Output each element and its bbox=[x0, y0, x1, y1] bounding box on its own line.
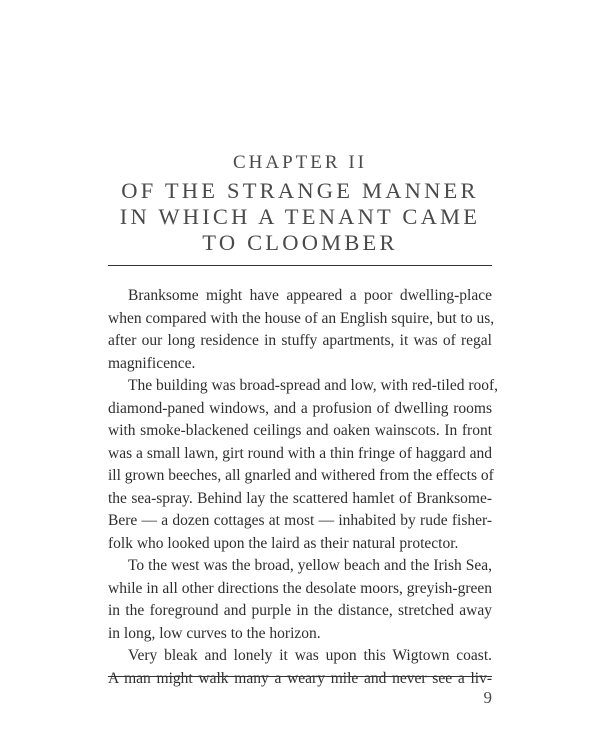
chapter-title-line: TO CLOOMBER bbox=[202, 230, 398, 255]
text-line: The building was broad-spread and low, with red-tiled roof, bbox=[128, 377, 499, 394]
text-line: diamond-paned windows, and a profusion of dwelling rooms bbox=[108, 399, 492, 417]
body-text bbox=[108, 285, 499, 690]
text-line: the sea-spray. Behind lay the scattered hamlet of Branksome- bbox=[108, 489, 492, 507]
chapter-label: CHAPTER II bbox=[233, 152, 367, 173]
text-line: in the foreground and purple in the distance, stretched away bbox=[108, 602, 492, 619]
text-line: folk who looked upon the laird as their natural protector. bbox=[108, 534, 459, 552]
text-line: when compared with the house of an English squire, but to us, bbox=[108, 309, 495, 327]
text-line: A man might walk many a weary mile and never see a liv- bbox=[108, 669, 492, 687]
text-line: To the west was the broad, yellow beach and the Irish Sea, bbox=[128, 557, 492, 574]
text-line: Branksome might have appeared a poor dwelling-place bbox=[128, 287, 492, 304]
text-line: ill grown beeches, all gnarled and withered from the effects of bbox=[108, 467, 494, 484]
text-line: with smoke-blackened ceilings and oaken wainscots. In front bbox=[108, 422, 492, 439]
page-number: 9 bbox=[483, 688, 492, 707]
text-line: after our long residence in stuffy apartments, it was of regal bbox=[108, 332, 492, 349]
text-line: magnificence. bbox=[108, 354, 196, 372]
text-line: in long, low curves to the horizon. bbox=[108, 624, 321, 642]
bottom-divider bbox=[108, 676, 492, 677]
text-line: Very bleak and lonely it was upon this Wigtown coast. bbox=[128, 647, 492, 664]
top-divider bbox=[108, 265, 492, 266]
text-line: Bere — a dozen cottages at most — inhabited by rude fisher- bbox=[108, 512, 492, 529]
chapter-title bbox=[0, 178, 600, 256]
text-line: was a small lawn, girt round with a thin fringe of haggard and bbox=[108, 444, 492, 462]
text-line: while in all other directions the desolate moors, greyish-green bbox=[108, 579, 492, 597]
chapter-title-line: OF THE STRANGE MANNER bbox=[121, 178, 479, 203]
chapter-title-line: IN WHICH A TENANT CAME bbox=[119, 204, 481, 229]
